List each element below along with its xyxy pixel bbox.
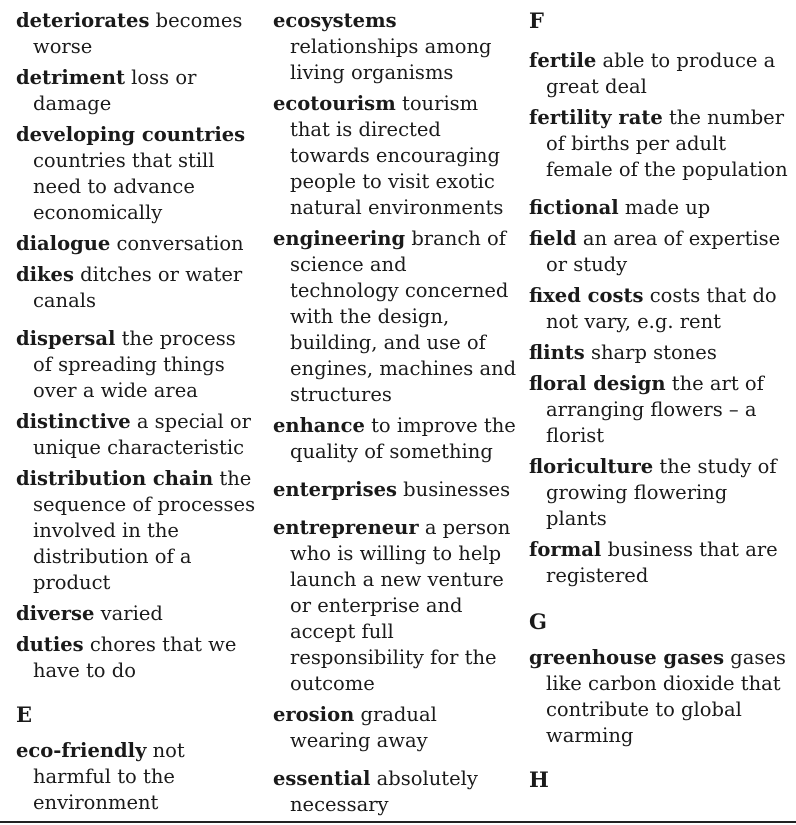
entry-term: essential xyxy=(273,767,371,790)
entry-definition: sharp stones xyxy=(590,341,717,364)
entry-definition: tourism that is directed towards encouraging people to visit exotic natural environments xyxy=(290,92,504,219)
glossary-entry xyxy=(273,8,518,86)
entry-definition: the art of arranging flowers – a florist xyxy=(546,372,764,447)
glossary-entry xyxy=(16,632,256,684)
glossary-entry xyxy=(273,702,518,754)
entry-definition: an area of expertise or study xyxy=(546,227,781,276)
entry-term: dispersal xyxy=(16,327,116,350)
entry-definition: made up xyxy=(624,196,711,219)
entry-definition: the process of spreading things over a wide area xyxy=(33,327,236,402)
entry-term: fictional xyxy=(529,196,619,219)
glossary-entry xyxy=(529,283,789,335)
entry-term: eco-friendly xyxy=(16,739,147,762)
glossary-entry xyxy=(16,122,256,226)
entry-term: fertility rate xyxy=(529,106,663,129)
glossary-entry xyxy=(16,466,256,596)
glossary-entry xyxy=(529,48,789,100)
entry-definition: gases like carbon dioxide that contribute to global warming xyxy=(546,646,786,747)
entry-term: field xyxy=(529,227,577,250)
glossary-entry xyxy=(16,326,256,404)
entry-definition: loss or damage xyxy=(33,66,197,115)
glossary-entry xyxy=(16,262,256,314)
entry-definition: ditches or water canals xyxy=(33,263,243,312)
entry-term: engineering xyxy=(273,227,406,250)
entry-term: floriculture xyxy=(529,455,654,478)
entry-definition: businesses xyxy=(403,478,511,501)
glossary-entry xyxy=(273,226,518,408)
entry-definition: becomes worse xyxy=(33,9,243,58)
glossary-entry xyxy=(16,409,256,461)
entry-definition: gradual wearing away xyxy=(290,703,437,752)
entry-term: dikes xyxy=(16,263,74,286)
glossary-entry xyxy=(529,371,789,449)
section-letter: G xyxy=(529,609,547,634)
entry-definition: relationships among living organisms xyxy=(290,35,492,84)
entry-term: deteriorates xyxy=(16,9,150,32)
glossary-entry xyxy=(273,766,518,818)
entry-term: dialogue xyxy=(16,232,111,255)
entry-term: erosion xyxy=(273,703,355,726)
entry-definition: absolutely necessary xyxy=(290,767,478,816)
entry-definition: a special or unique characteristic xyxy=(33,410,251,459)
glossary-entry xyxy=(16,601,256,627)
entry-definition: the study of growing flowering plants xyxy=(546,455,777,530)
glossary-entry xyxy=(529,340,789,366)
entry-term: entrepreneur xyxy=(273,516,419,539)
entry-definition: countries that still need to advance economically xyxy=(33,149,215,224)
entry-term: distribution chain xyxy=(16,467,214,490)
entry-term: fertile xyxy=(529,49,597,72)
entry-term: formal xyxy=(529,538,602,561)
entry-definition: conversation xyxy=(116,232,244,255)
entry-definition: chores that we have to do xyxy=(33,633,237,682)
glossary-entry xyxy=(529,537,789,589)
section-letter: E xyxy=(16,702,33,727)
glossary-column-1 xyxy=(16,8,256,821)
entry-term: floral design xyxy=(529,372,666,395)
glossary-entry xyxy=(16,231,256,257)
entry-definition: varied xyxy=(100,602,163,625)
entry-term: ecotourism xyxy=(273,92,396,115)
glossary-entry xyxy=(273,413,518,465)
glossary-entry xyxy=(273,515,518,697)
entry-definition: not harmful to the environment xyxy=(33,739,185,814)
entry-term: flints xyxy=(529,341,585,364)
entry-definition: a person who is willing to help launch a new venture or enterprise and accept full responsibility for the outcome xyxy=(290,516,511,695)
entry-term: ecosystems xyxy=(273,9,397,32)
entry-term: distinctive xyxy=(16,410,131,433)
entry-definition: branch of science and technology concerned with the design, building, and use of engines, machines and structures xyxy=(290,227,517,406)
entry-definition: business that are registered xyxy=(546,538,778,587)
section-letter: F xyxy=(529,8,544,33)
glossary-entry xyxy=(16,738,256,816)
glossary-entry xyxy=(529,645,789,749)
section-letter: H xyxy=(529,767,549,792)
entry-definition: costs that do not vary, e.g. rent xyxy=(546,284,777,333)
glossary-column-3 xyxy=(529,8,789,799)
entry-definition: to improve the quality of something xyxy=(290,414,516,463)
entry-definition: the sequence of processes involved in the distribution of a product xyxy=(33,467,256,594)
glossary-entry xyxy=(16,65,256,117)
glossary-entry xyxy=(529,195,789,221)
glossary-entry xyxy=(529,454,789,532)
entry-term: enterprises xyxy=(273,478,397,501)
glossary-entry xyxy=(273,91,518,221)
glossary-column-2 xyxy=(273,8,518,823)
glossary-entry xyxy=(529,226,789,278)
entry-term: fixed costs xyxy=(529,284,644,307)
entry-term: greenhouse gases xyxy=(529,646,725,669)
entry-definition: able to produce a great deal xyxy=(546,49,776,98)
entry-term: duties xyxy=(16,633,84,656)
entry-definition: the number of births per adult female of the population xyxy=(546,106,788,181)
entry-term: enhance xyxy=(273,414,365,437)
glossary-entry xyxy=(529,105,789,183)
bottom-rule xyxy=(0,821,796,823)
entry-term: detriment xyxy=(16,66,125,89)
entry-term: diverse xyxy=(16,602,95,625)
glossary-entry xyxy=(16,8,256,60)
entry-term: developing countries xyxy=(16,123,246,146)
glossary-entry xyxy=(273,477,518,503)
